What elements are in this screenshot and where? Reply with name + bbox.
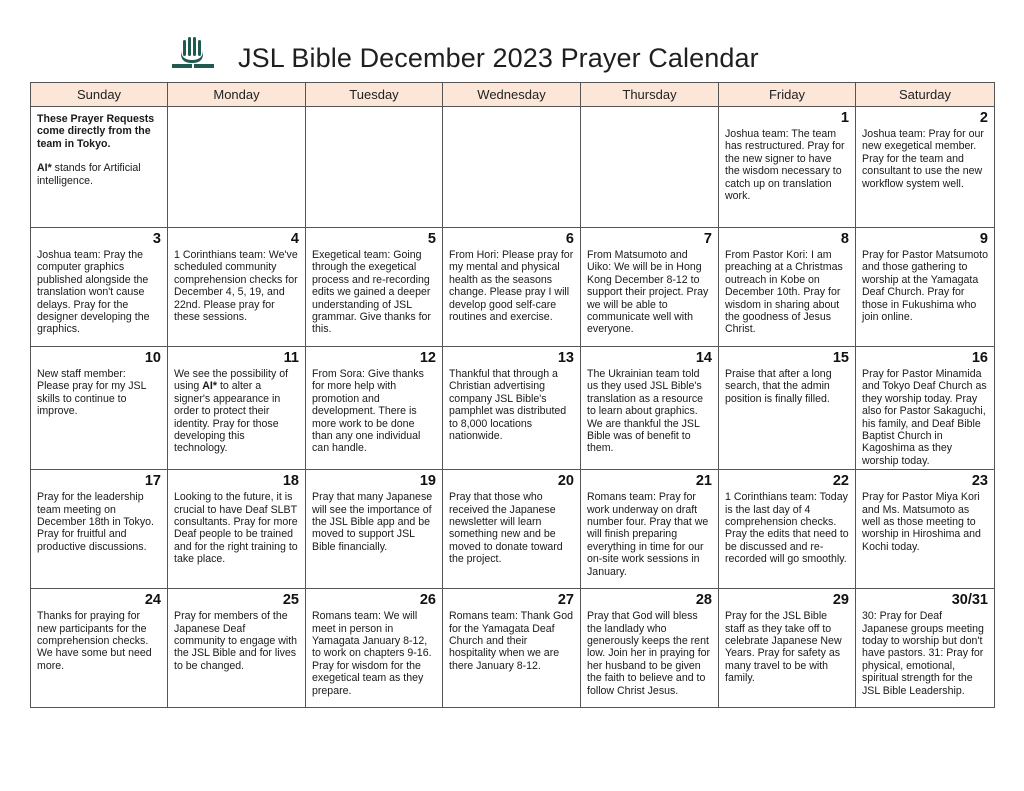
prayer-text: Thankful that through a Christian advertising company JSL Bible's pamphlet was distributed to 8,000 locations nationwide.: [449, 368, 567, 443]
day-cell-10: [31, 347, 168, 470]
day-number: 10: [144, 350, 161, 366]
prayer-text: Pray that God will bless the landlady who generously keeps the rent low. Join her in praying for her husband to be given the faith to believe and to follow Christ Jesus.: [587, 610, 711, 697]
prayer-text: Exegetical team: Going through the exegetical process and re-recording edits we gained a deeper understanding of JSL grammar. Give thanks for this.: [312, 249, 431, 336]
intro-cell: [31, 107, 168, 228]
prayer-text: From Hori: Please pray for my mental and physical health as the seasons change. Please pray I will develop good self-care routines and exercise.: [449, 249, 574, 324]
day-number: 25: [282, 592, 299, 609]
prayer-text: Joshua team: Pray for our new exegetical member. Pray for the team and consultant to use the new workflow system well.: [862, 128, 984, 190]
day-cell-11: [168, 347, 306, 470]
ai-label: AI*: [202, 380, 217, 393]
day-number: 19: [419, 473, 436, 490]
week-row: [31, 107, 995, 228]
day-cell-2: [856, 107, 995, 228]
prayer-text: Looking to the future, it is crucial to have Deaf SLBT consultants. Pray for more Deaf people to be trained and for the right training to take place.: [174, 491, 298, 566]
prayer-text: Joshua team: Pray the computer graphics published alongside the translation won't cause delays. Pray for the designer developing the graphics.: [37, 249, 150, 336]
day-number: 5: [427, 231, 436, 247]
prayer-text: From Sora: Give thanks for more help with promotion and development. There is more work to be done than any one individual can handle.: [312, 368, 424, 455]
day-number: 28: [695, 592, 712, 609]
day-number: 15: [832, 350, 849, 366]
day-cell-6: [443, 228, 581, 347]
prayer-text: Romans team: Pray for work underway on draft number four. Pray that we will finish preparing everything in time for our on-site work sessions in January.: [587, 491, 709, 578]
ai-label: AI*: [37, 162, 52, 175]
prayer-text: Pray for Pastor Matsumoto and those gathering to worship at the Yamagata Deaf Church. Pray for those in Fukushima who join online.: [862, 249, 988, 324]
weekday-saturday: Saturday: [856, 83, 995, 107]
intro-note: [37, 162, 161, 187]
day-cell-15: [719, 347, 856, 470]
prayer-calendar: [30, 82, 995, 708]
day-cell-4: [168, 228, 306, 347]
day-number: 7: [703, 231, 712, 247]
prayer-text: 1 Corinthians team: We've scheduled community comprehension checks for December 4, 5, 19, and 22nd. Please pray for these sessions.: [174, 249, 298, 324]
day-cell-14: [581, 347, 719, 470]
day-number: 17: [144, 473, 161, 490]
hands-book-logo-icon: [171, 36, 215, 72]
weekday-tuesday: Tuesday: [306, 83, 443, 107]
day-cell-27: [443, 589, 581, 708]
prayer-text: The Ukrainian team told us they used JSL Bible's translation as a resource to learn about graphics. We are thankful the JSL Bible was of benefit to them.: [587, 368, 704, 455]
day-cell-12: [306, 347, 443, 470]
week-row: [31, 228, 995, 347]
weekday-thursday: Thursday: [581, 83, 719, 107]
day-number: 14: [695, 350, 712, 366]
prayer-text: Pray for Pastor Minamida and Tokyo Deaf Church as they worship today. Pray also for Pastor Sakaguchi, his family, and Deaf Bible Baptist Church in Kagoshima as they worship today.: [862, 368, 987, 467]
week-row: [31, 347, 995, 470]
day-number: 16: [971, 350, 988, 366]
day-number: 2: [979, 110, 988, 126]
day-number: 23: [971, 473, 988, 490]
weekday-header-row: [31, 83, 995, 107]
page-title: JSL Bible December 2023 Prayer Calendar: [238, 43, 759, 73]
day-cell-17: [31, 470, 168, 589]
day-number: 4: [290, 231, 299, 247]
day-cell-8: [719, 228, 856, 347]
weekday-wednesday: Wednesday: [443, 83, 581, 107]
day-cell-21: [581, 470, 719, 589]
day-number: 9: [979, 231, 988, 247]
day-cell-19: [306, 470, 443, 589]
prayer-text: Romans team: Thank God for the Yamagata Deaf Church and their hospitality when we are there January 8-12.: [449, 610, 574, 672]
day-number: 12: [419, 350, 436, 366]
day-cell-29: [719, 589, 856, 708]
day-cell-20: [443, 470, 581, 589]
intro-heading: These Prayer Requests come directly from the team in Tokyo.: [37, 113, 155, 150]
ai-text: stands for Artificial intelligence.: [37, 162, 141, 187]
prayer-text: Pray for Pastor Miya Kori and Ms. Matsumoto as well as those meeting to worship in Hiroshima and Kochi today.: [862, 491, 981, 553]
day-cell-5: [306, 228, 443, 347]
prayer-text: Pray that many Japanese will see the importance of the JSL Bible app and be moved to support JSL Bible financially.: [312, 491, 433, 553]
day-number: 6: [565, 231, 574, 247]
prayer-text: [174, 368, 299, 455]
empty-day-cell: [306, 107, 443, 228]
day-cell-23: [856, 470, 995, 589]
prayer-text: 30: Pray for Deaf Japanese groups meeting today to worship but don't have pastors. 31: Pray for physical, emotional, spiritual strength for the JSL Bible Leadership.: [862, 610, 984, 697]
day-number: 11: [283, 350, 299, 366]
empty-day-cell: [443, 107, 581, 228]
week-row: [31, 470, 995, 589]
prayer-text: Romans team: We will meet in person in Yamagata January 8-12, to work on chapters 9-16. Pray for wisdom for the exegetical team as they prepare.: [312, 610, 432, 697]
day-cell-9: [856, 228, 995, 347]
prayer-text: Pray for members of the Japanese Deaf community to engage with the JSL Bible and for lives to be changed.: [174, 610, 298, 672]
prayer-text-part: We see the possibility of using: [174, 368, 289, 393]
prayer-text: New staff member: Please pray for my JSL skills to continue to improve.: [37, 368, 147, 418]
prayer-text: From Matsumoto and Uiko: We will be in Hong Kong December 8-12 to support their project. Pray we will be able to communicate well with everyone.: [587, 249, 709, 336]
day-cell-18: [168, 470, 306, 589]
prayer-text: Joshua team: The team has restructured. Pray for the new signer to have the wisdom necessary to catch up on translation work.: [725, 128, 845, 203]
day-cell-24: [31, 589, 168, 708]
day-number: 21: [695, 473, 712, 490]
empty-day-cell: [581, 107, 719, 228]
day-number: 29: [832, 592, 849, 609]
day-number: 24: [144, 592, 161, 609]
prayer-text: From Pastor Kori: I am preaching at a Christmas outreach in Kobe on December 10th. Pray for wisdom in sharing about the goodness of Jesus Christ.: [725, 249, 843, 336]
day-number: 13: [557, 350, 574, 366]
day-cell-26: [306, 589, 443, 708]
day-cell-7: [581, 228, 719, 347]
day-number: 8: [840, 231, 849, 247]
day-number: 22: [832, 473, 849, 490]
weekday-monday: Monday: [168, 83, 306, 107]
weekday-friday: Friday: [719, 83, 856, 107]
day-cell-22: [719, 470, 856, 589]
week-row: [31, 589, 995, 708]
day-cell-25: [168, 589, 306, 708]
weekday-sunday: Sunday: [31, 83, 168, 107]
day-cell-28: [581, 589, 719, 708]
prayer-text-part: to alter a signer's appearance in order to protect their identity. Pray for those developing this technology.: [174, 380, 281, 455]
header: [0, 36, 1024, 80]
day-number: 1: [840, 110, 849, 126]
day-cell-1: [719, 107, 856, 228]
day-cell-13: [443, 347, 581, 470]
day-cell-30-31: [856, 589, 995, 708]
prayer-text: Pray for the JSL Bible staff as they take off to celebrate Japanese New Years. Pray for safety as many travel to be with family.: [725, 610, 842, 685]
day-number: 3: [152, 231, 161, 247]
prayer-text: Pray for the leadership team meeting on December 18th in Tokyo. Pray for fruitful and productive discussions.: [37, 491, 154, 553]
prayer-text: Thanks for praying for new participants for the comprehension checks. We have some but need more.: [37, 610, 152, 672]
prayer-text: Praise that after a long search, that the admin position is finally filled.: [725, 368, 832, 405]
prayer-text: Pray that those who received the Japanese newsletter will learn something new and be moved to donate toward the project.: [449, 491, 563, 566]
day-number: 26: [419, 592, 436, 609]
prayer-text: 1 Corinthians team: Today is the last day of 4 comprehension checks. Pray the edits that need to be discussed and re-recorded will go smoothly.: [725, 491, 849, 566]
day-number: 20: [557, 473, 574, 490]
day-number: 18: [282, 473, 299, 490]
day-number: 30/31: [951, 592, 988, 609]
empty-day-cell: [168, 107, 306, 228]
day-cell-3: [31, 228, 168, 347]
day-number: 27: [557, 592, 574, 609]
day-cell-16: [856, 347, 995, 470]
